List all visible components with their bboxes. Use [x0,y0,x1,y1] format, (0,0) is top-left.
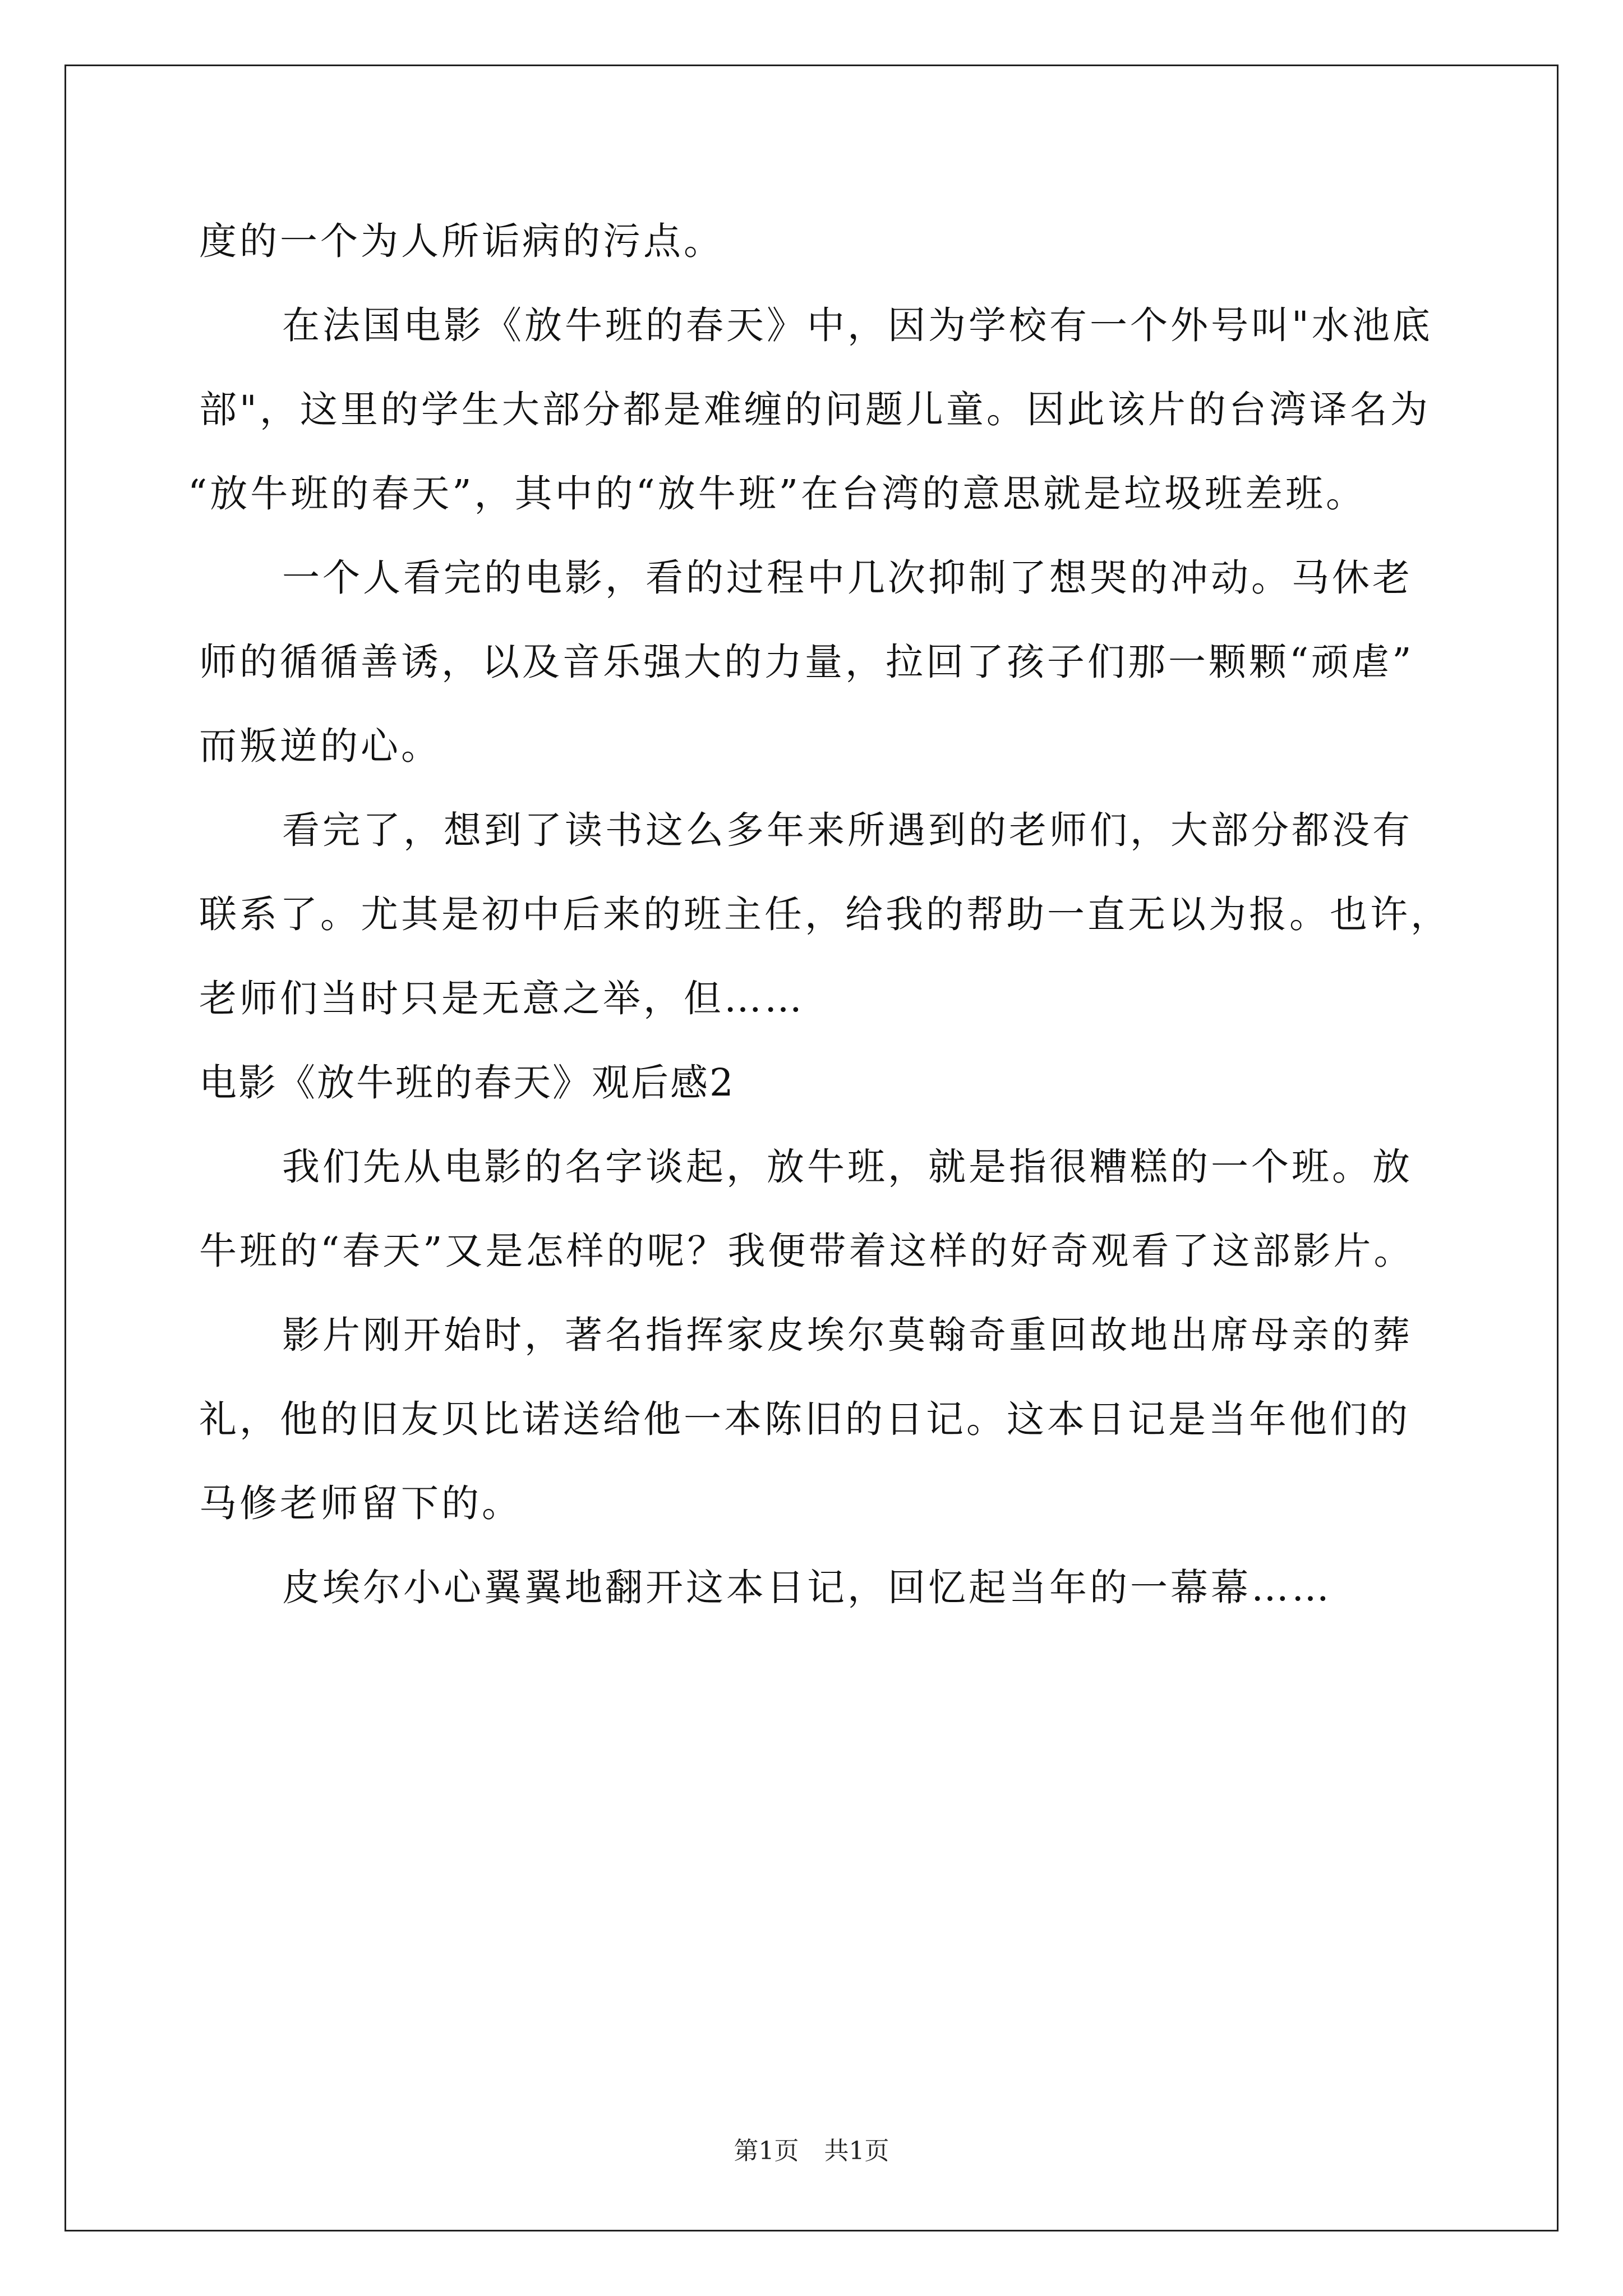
text-line: 部"，这里的学生大部分都是难缠的问题儿童。因此该片的台湾译名为 [199,388,1431,431]
text-line: 师的循循善诱，以及音乐强大的力量，拉回了孩子们那一颗颗“顽虐” [199,640,1414,684]
text-line: 而叛逆的心。 [199,724,441,768]
text-line: 影片刚开始时，著名指挥家皮埃尔莫翰奇重回故地出席母亲的葬 [282,1313,1413,1357]
text-line: 在法国电影《放牛班的春天》中，因为学校有一个外号叫"水池底 [282,303,1433,347]
text-line: 老师们当时只是无意之举，但…… [199,977,805,1020]
text-line: 一个人看完的电影，看的过程中几次抑制了想哭的冲动。马休老 [282,556,1413,600]
section-heading: 电影《放牛班的春天》观后感2 [199,1061,735,1105]
page-total: 共1页 [824,2137,889,2165]
page-number: 第1页 [734,2137,799,2165]
text-line: 皮埃尔小心翼翼地翻开这本日记，回忆起当年的一幕幕…… [282,1566,1332,1609]
page-footer [0,2134,1623,2168]
text-line: 看完了，想到了读书这么多年来所遇到的老师们，大部分都没有 [282,808,1413,852]
text-line: 马修老师留下的。 [199,1481,522,1525]
text-line: 我们先从电影的名字谈起，放牛班，就是指很糟糕的一个班。放 [282,1145,1413,1189]
text-line: 度的一个为人所诟病的污点。 [199,219,724,263]
text-line: 牛班的“春天”又是怎样的呢？我便带着这样的好奇观看了这部影片。 [199,1229,1414,1273]
text-line: 礼，他的旧友贝比诺送给他一本陈旧的日记。这本日记是当年他们的 [199,1397,1410,1441]
text-line: 联系了。尤其是初中后来的班主任，给我的帮助一直无以为报。也许， [199,892,1451,936]
text-line: “放牛班的春天”，其中的“放牛班”在台湾的意思就是垃圾班差班。 [188,472,1367,516]
